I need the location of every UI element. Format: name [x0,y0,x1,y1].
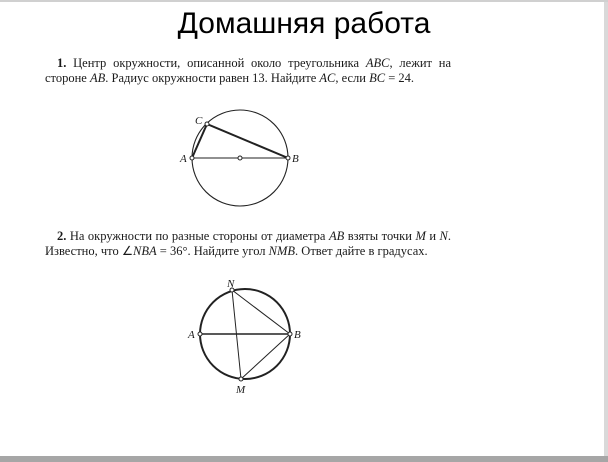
figure-2-point-a [198,332,202,336]
figure-2-label-m: M [236,384,246,396]
figure-1-label-a: A [180,153,187,165]
figure-2-label-b: B [294,329,301,341]
figure-2-chord-nb [232,290,290,334]
slide-bottom-border [0,456,608,462]
figure-1-center-point [238,156,242,160]
problem-2-text: 2. На окружности по разные стороны от диаметра AB взяты точки M и N. Известно, что ∠NBA = 36°. Найдите угол NMB. Ответ дайте в градусах. [45,229,451,258]
problem-1-number: 1. [57,56,67,70]
problem-2-number: 2. [57,229,67,243]
figure-2 [187,278,301,396]
slide-title: Домашняя работа [177,7,431,40]
figure-1-point-b [286,156,290,160]
figure-1-point-c [205,122,209,126]
figure-2-point-b [288,332,292,336]
figure-2-label-n: N [227,278,235,290]
figure-1-label-b: B [292,153,299,165]
figure-1-label-c: C [195,115,203,127]
problem-1-text: 1. Центр окружности, описанной около треугольника ABC, лежит на стороне AB. Радиус окружности равен 13. Найдите AC, если BC = 24. [45,56,452,85]
figure-1 [179,110,299,206]
figure-1-point-a [190,156,194,160]
figure-2-label-a: A [188,329,195,341]
figure-2-point-m [239,377,243,381]
figure-1-side-ac [192,124,207,158]
figure-2-chord-mb [241,334,290,379]
figure-1-side-cb [207,124,288,158]
